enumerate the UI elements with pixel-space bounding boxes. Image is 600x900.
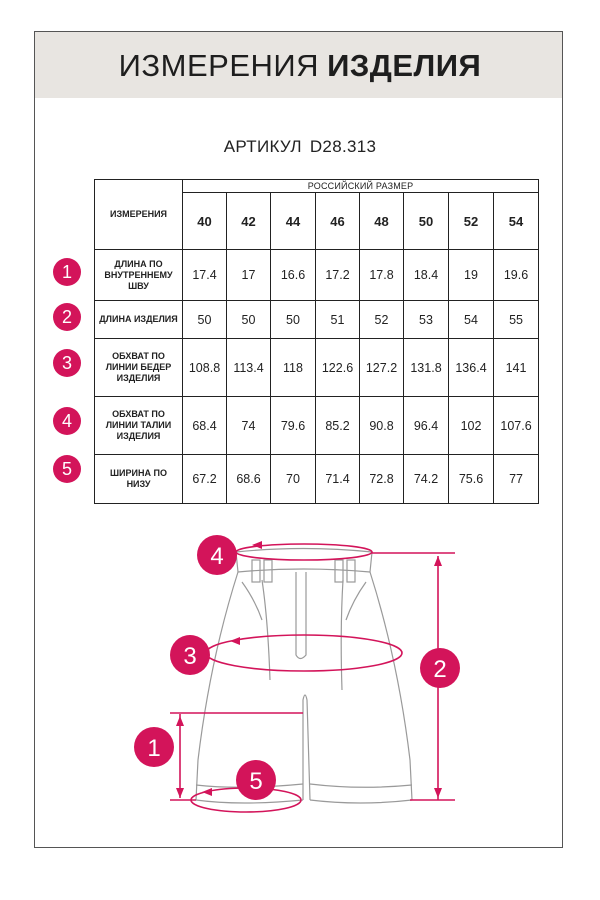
table-cell: 70 <box>271 455 316 504</box>
row-number-badge: 4 <box>53 407 81 435</box>
table-cell: 72.8 <box>360 455 404 504</box>
table-cell: 74 <box>227 397 271 455</box>
row-label: ДЛИНА ИЗДЕЛИЯ <box>95 301 183 339</box>
marker-3-label: 3 <box>183 643 197 670</box>
table-cell: 77 <box>494 455 539 504</box>
table-cell: 55 <box>494 301 539 339</box>
table-cell: 85.2 <box>316 397 360 455</box>
table-cell: 50 <box>227 301 271 339</box>
row-label: ОБХВАТ ПО ЛИНИИ ТАЛИИ ИЗДЕЛИЯ <box>95 397 183 455</box>
table-cell: 107.6 <box>494 397 539 455</box>
table-cell: 51 <box>316 301 360 339</box>
title-regular: ИЗМЕРЕНИЯ <box>118 48 320 83</box>
marker-5-label: 5 <box>249 768 263 795</box>
table-cell: 17.2 <box>316 250 360 301</box>
marker-3 <box>170 635 210 675</box>
table-cell: 17.4 <box>183 250 227 301</box>
marker-2-label: 2 <box>433 656 447 683</box>
size-header: 44 <box>271 193 316 250</box>
table-cell: 17 <box>227 250 271 301</box>
shorts-outline <box>196 549 412 804</box>
table-cell: 71.4 <box>316 455 360 504</box>
table-cell: 17.8 <box>360 250 404 301</box>
table-cell: 122.6 <box>316 339 360 397</box>
size-header: 40 <box>183 193 227 250</box>
size-header: 48 <box>360 193 404 250</box>
row-label: ШИРИНА ПО НИЗУ <box>95 455 183 504</box>
table-cell: 131.8 <box>404 339 449 397</box>
table-cell: 79.6 <box>271 397 316 455</box>
table-cell: 141 <box>494 339 539 397</box>
title-bold: ИЗДЕЛИЯ <box>327 48 482 83</box>
table-cell: 67.2 <box>183 455 227 504</box>
article-label: АРТИКУЛ <box>223 137 302 156</box>
size-header: 46 <box>316 193 360 250</box>
table-cell: 136.4 <box>449 339 494 397</box>
marker-2 <box>420 648 460 688</box>
table-cell: 54 <box>449 301 494 339</box>
row-label: ОБХВАТ ПО ЛИНИИ БЕДЕР ИЗДЕЛИЯ <box>95 339 183 397</box>
table-cell: 102 <box>449 397 494 455</box>
row-number-badge: 2 <box>53 303 81 331</box>
table-cell: 113.4 <box>227 339 271 397</box>
marker-1-label: 1 <box>147 735 161 762</box>
table-cell: 18.4 <box>404 250 449 301</box>
table-cell: 68.4 <box>183 397 227 455</box>
marker-1 <box>134 727 174 767</box>
table-cell: 16.6 <box>271 250 316 301</box>
size-header: 50 <box>404 193 449 250</box>
size-header: 52 <box>449 193 494 250</box>
size-header: 54 <box>494 193 539 250</box>
table-cell: 118 <box>271 339 316 397</box>
marker-4 <box>197 535 237 575</box>
table-cell: 19.6 <box>494 250 539 301</box>
row-number-badge: 3 <box>53 349 81 377</box>
row-number-badge: 1 <box>53 258 81 286</box>
measure-lines <box>170 544 455 812</box>
table-cell: 127.2 <box>360 339 404 397</box>
marker-5 <box>236 760 276 800</box>
table-cell: 74.2 <box>404 455 449 504</box>
row-label: ДЛИНА ПО ВНУТРЕННЕМУ ШВУ <box>95 250 183 301</box>
table-cell: 108.8 <box>183 339 227 397</box>
row-number-badge: 5 <box>53 455 81 483</box>
article-code: D28.313 <box>309 137 377 156</box>
table-cell: 50 <box>183 301 227 339</box>
table-cell: 75.6 <box>449 455 494 504</box>
table-cell: 68.6 <box>227 455 271 504</box>
table-cell: 19 <box>449 250 494 301</box>
table-cell: 96.4 <box>404 397 449 455</box>
marker-4-label: 4 <box>210 543 224 570</box>
size-group-label: РОССИЙСКИЙ РАЗМЕР <box>183 180 539 193</box>
table-cell: 90.8 <box>360 397 404 455</box>
size-header: 42 <box>227 193 271 250</box>
table-cell: 53 <box>404 301 449 339</box>
table-cell: 50 <box>271 301 316 339</box>
corner-label: ИЗМЕРЕНИЯ <box>95 180 183 250</box>
table-cell: 52 <box>360 301 404 339</box>
